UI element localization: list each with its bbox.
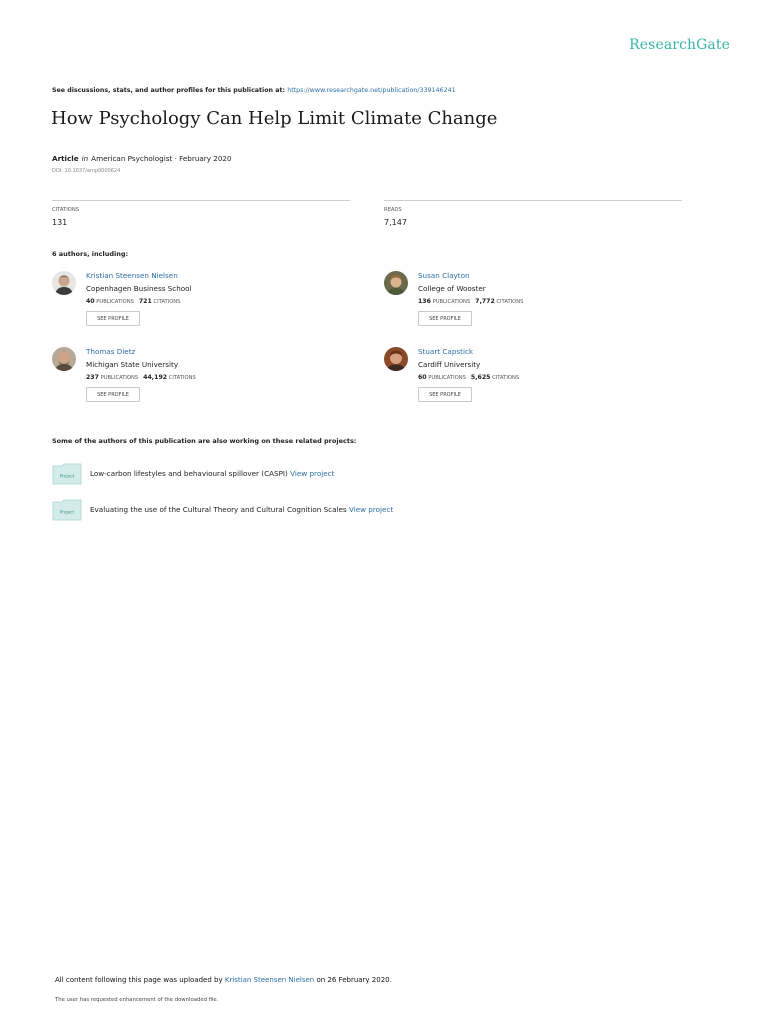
article-type: Article <box>52 154 79 163</box>
author-publications-count: 40 <box>86 298 95 305</box>
authors-heading: 6 authors, including: <box>52 250 129 258</box>
uploader-link[interactable]: Kristian Steensen Nielsen <box>224 976 315 984</box>
related-projects-heading: Some of the authors of this publication are also working on these related projects: <box>52 437 357 445</box>
project-item <box>52 463 552 485</box>
project-title: Low-carbon lifestyles and behavioural spillover (CASPI) <box>90 469 288 478</box>
author-publications-count: 237 <box>86 374 99 381</box>
author-institution: Michigan State University <box>86 360 179 369</box>
view-project-link[interactable]: View project <box>348 505 394 514</box>
author-citations-label: CITATIONS <box>153 299 181 305</box>
author-name-link[interactable]: Thomas Dietz <box>86 347 136 356</box>
author-citations-count: 44,192 <box>143 374 168 381</box>
publication-title: How Psychology Can Help Limit Climate Change <box>51 108 498 129</box>
avatar[interactable] <box>52 271 76 295</box>
see-profile-button[interactable]: SEE PROFILE <box>418 311 472 326</box>
author-name-link[interactable]: Kristian Steensen Nielsen <box>86 271 178 280</box>
enhancement-note: The user has requested enhancement of the downloaded file. <box>55 997 219 1003</box>
author-stats <box>418 374 519 381</box>
researchgate-logo[interactable]: ResearchGate <box>629 37 730 53</box>
discussion-line <box>52 87 456 94</box>
author-card <box>52 347 352 411</box>
author-card <box>384 271 684 335</box>
author-institution: Cardiff University <box>418 360 481 369</box>
project-item <box>52 499 552 521</box>
project-icon-label: Project <box>59 473 75 479</box>
see-profile-button[interactable]: SEE PROFILE <box>86 387 140 402</box>
reads-value: 7,147 <box>384 218 407 227</box>
author-name-link[interactable]: Susan Clayton <box>418 271 470 280</box>
reads-label: READS <box>384 207 402 213</box>
citations-divider <box>52 200 350 201</box>
author-stats <box>86 298 180 305</box>
author-citations-label: CITATIONS <box>496 299 524 305</box>
author-publications-label: PUBLICATIONS <box>432 299 471 305</box>
doi: DOI: 10.1037/amp0000624 <box>52 168 121 174</box>
article-venue: American Psychologist · February 2020 <box>91 154 232 163</box>
author-citations-count: 5,625 <box>470 374 491 381</box>
project-folder-icon <box>52 463 82 485</box>
project-text <box>90 505 393 514</box>
author-publications-label: PUBLICATIONS <box>96 299 134 305</box>
author-card <box>52 271 352 335</box>
author-card <box>384 347 684 411</box>
citations-value: 131 <box>52 218 68 227</box>
author-publications-count: 136 <box>418 298 431 305</box>
view-project-link[interactable]: View project <box>290 469 335 478</box>
article-in-label: in <box>81 154 89 163</box>
project-folder-icon <box>52 499 82 521</box>
author-institution: Copenhagen Business School <box>86 284 192 293</box>
author-institution: College of Wooster <box>418 284 486 293</box>
author-publications-label: PUBLICATIONS <box>428 375 466 381</box>
author-publications-count: 60 <box>418 374 427 381</box>
reads-divider <box>384 200 682 201</box>
article-meta <box>52 154 232 163</box>
citations-label: CITATIONS <box>52 207 80 213</box>
see-profile-button[interactable]: SEE PROFILE <box>86 311 140 326</box>
author-citations-count: 7,772 <box>475 298 495 305</box>
project-title: Evaluating the use of the Cultural Theory and Cultural Cognition Scales <box>90 505 347 514</box>
project-text <box>90 469 334 478</box>
author-stats <box>86 374 196 381</box>
author-stats <box>418 298 523 305</box>
project-icon-label: Project <box>59 509 75 515</box>
author-citations-label: CITATIONS <box>492 375 520 381</box>
author-citations-label: CITATIONS <box>168 375 196 381</box>
upload-prefix: All content following this page was uploaded by <box>55 976 223 984</box>
upload-suffix: on 26 February 2020. <box>316 976 392 984</box>
author-publications-label: PUBLICATIONS <box>100 375 139 381</box>
avatar[interactable] <box>384 271 408 295</box>
avatar[interactable] <box>52 347 76 371</box>
discussion-prefix: See discussions, stats, and author profiles for this publication at: <box>52 87 285 94</box>
author-citations-count: 721 <box>138 298 152 305</box>
upload-note <box>55 976 392 984</box>
publication-url-link[interactable]: https://www.researchgate.net/publication/339146241 <box>287 87 456 94</box>
author-name-link[interactable]: Stuart Capstick <box>418 347 474 356</box>
avatar[interactable] <box>384 347 408 371</box>
see-profile-button[interactable]: SEE PROFILE <box>418 387 472 402</box>
